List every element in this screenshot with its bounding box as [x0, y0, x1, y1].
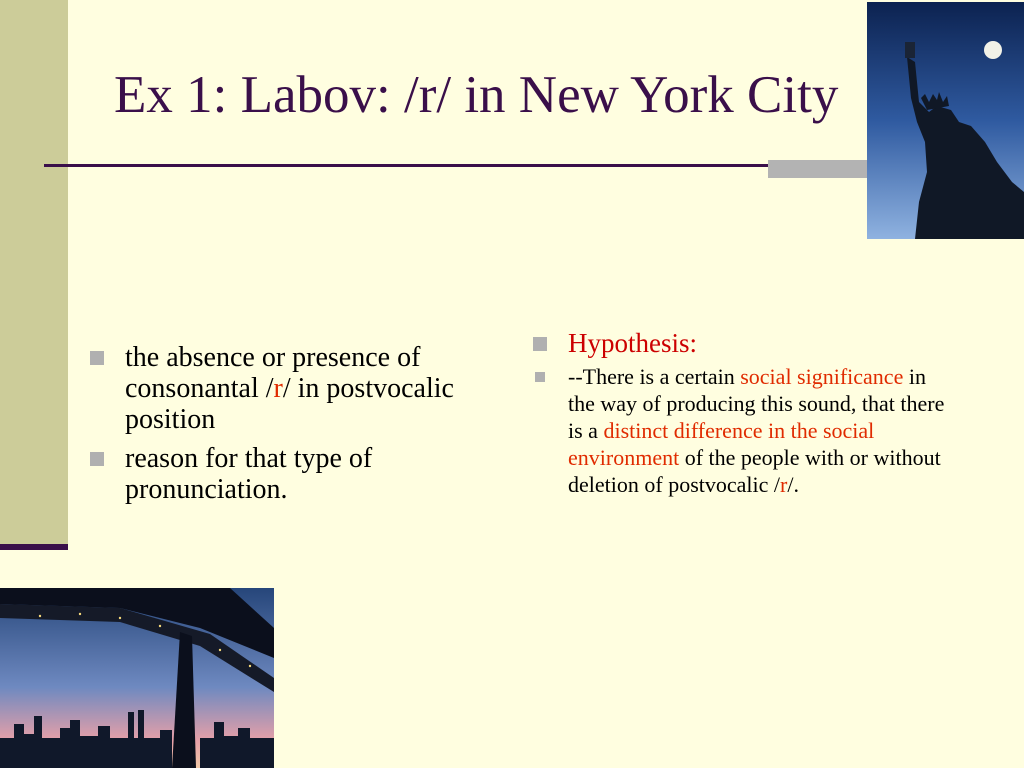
- hypothesis-text-part: --There is a certain: [568, 364, 741, 389]
- bullet-reason: [90, 443, 510, 505]
- r-highlight: r: [780, 472, 788, 497]
- hypothesis-text: [533, 363, 953, 498]
- bullet-text-end: / in postvocalic position: [125, 373, 454, 435]
- highlight-distinct-difference: distinct difference in the social environment: [568, 418, 875, 470]
- r-highlight: r: [273, 373, 283, 404]
- bullet-absence-presence: [90, 342, 510, 435]
- bullet-text: the absence or presence of consonantal /: [125, 342, 421, 404]
- statue-of-liberty-photo: [867, 2, 1024, 239]
- left-bullet-list: [90, 342, 510, 513]
- square-bullet-icon: [90, 351, 104, 365]
- left-decorative-band: [0, 0, 68, 550]
- slide-title: Ex 1: Labov: /r/ in New York City: [114, 66, 839, 124]
- hypothesis-text-end: /.: [787, 472, 799, 497]
- title-underline: [44, 164, 874, 167]
- square-bullet-icon: [533, 337, 547, 351]
- bridge-skyline-photo: [0, 588, 274, 768]
- hypothesis-label: Hypothesis:: [568, 328, 698, 358]
- title-underline-accent: [768, 160, 878, 178]
- hypothesis-heading: [533, 326, 953, 360]
- square-bullet-icon: [90, 452, 104, 466]
- hypothesis-text-part: in the way of producing this sound, that there is a: [568, 364, 945, 443]
- hypothesis-text-part: of the people with or without deletion of postvocalic /: [568, 445, 941, 497]
- right-bullet-list: [533, 326, 953, 498]
- highlight-social-significance: social significance: [740, 364, 904, 389]
- left-accent-bar: [0, 544, 68, 550]
- square-bullet-icon: [535, 372, 545, 382]
- bullet-text: reason for that type of pronunciation.: [125, 443, 373, 505]
